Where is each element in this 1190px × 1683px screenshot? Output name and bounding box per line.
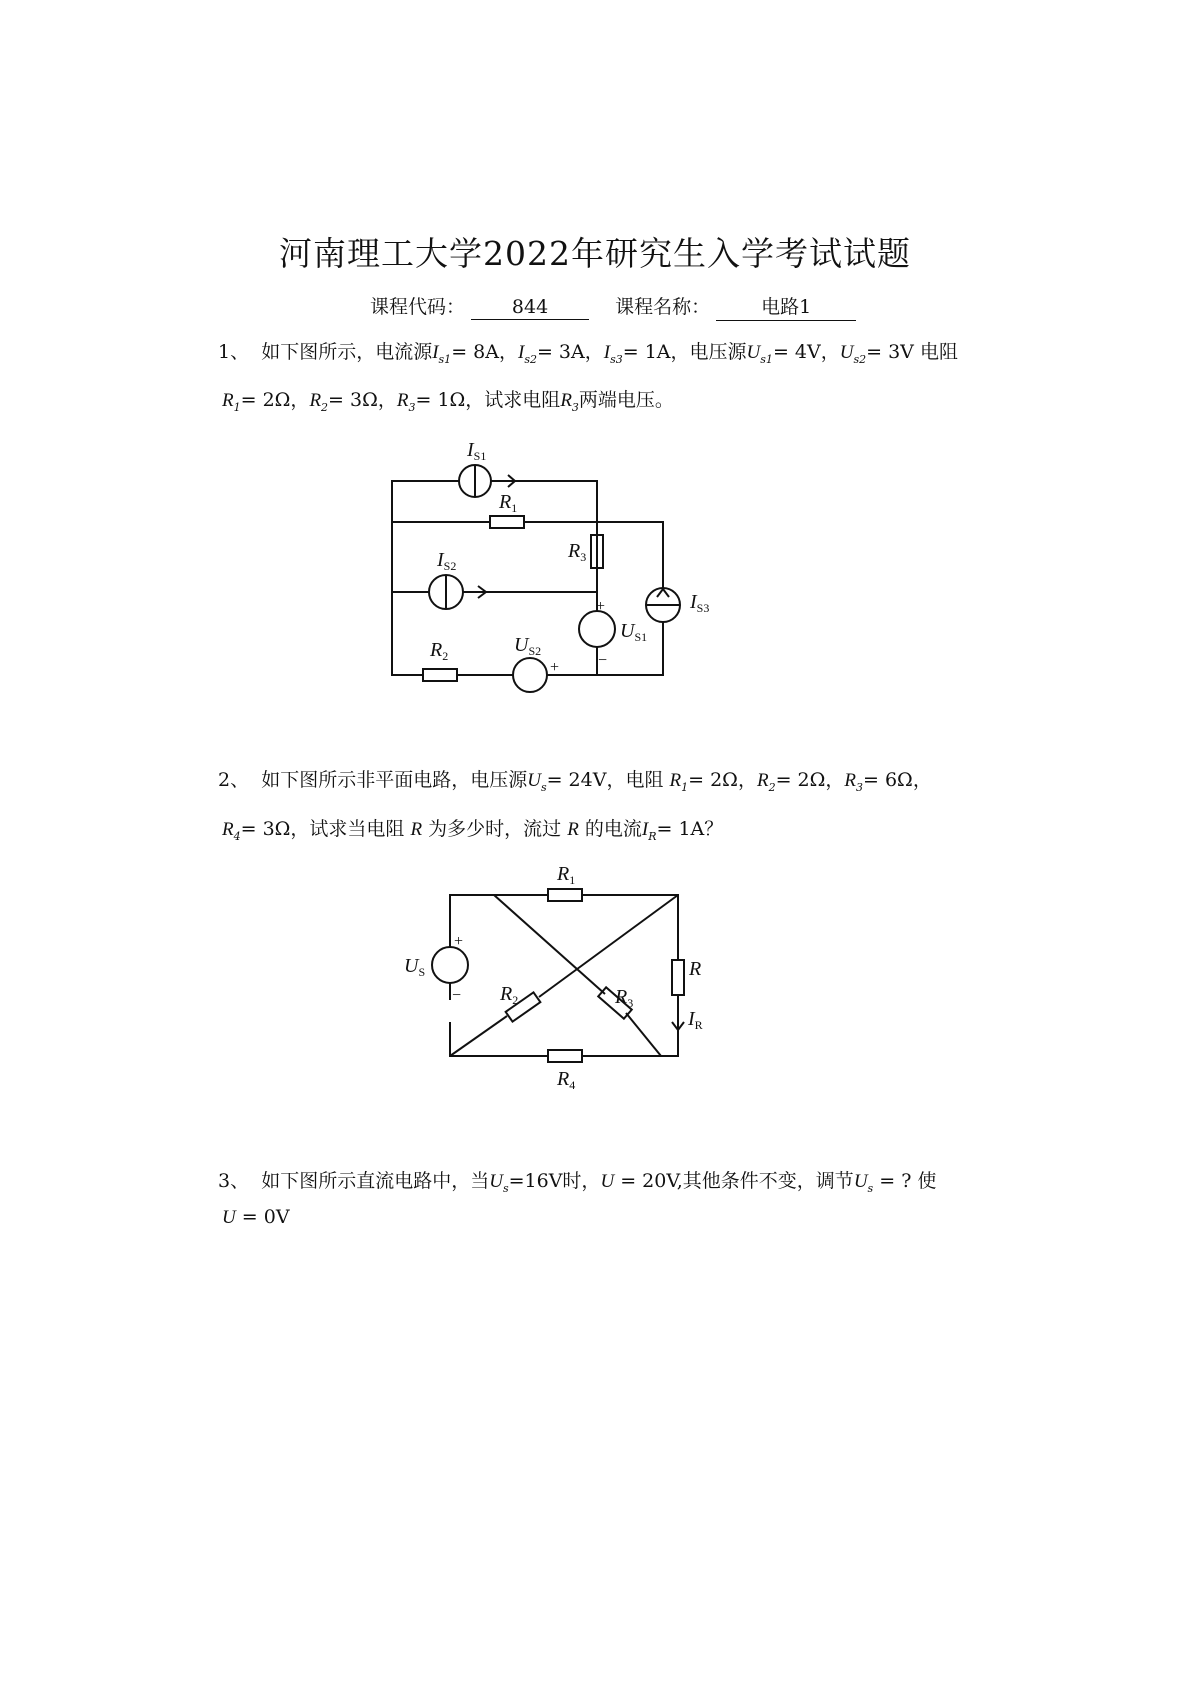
r3-label: $R_3$	[568, 540, 587, 564]
q1-r1: = 2Ω	[240, 389, 291, 411]
is1-label: $I_{S1}$	[467, 439, 487, 463]
us-source-icon	[432, 947, 468, 983]
q3-text-b: 时，	[562, 1170, 601, 1192]
question-1-line-2: $R_1= 2\Omega$，$R_2= 3\Omega$，$R_3= 1\Omega$，试求电阻$R_3$两端电压。	[222, 389, 674, 414]
c2-r3-label: $R_3$	[615, 986, 634, 1010]
is3-label: $I_{S3}$	[690, 591, 710, 615]
question-2-line-2: $R_4= 3\Omega$，试求当电阻 R 为多少时，流过 R 的电流$I_R= 1A$？	[222, 818, 724, 843]
us2-label: $U_{S2}$	[514, 634, 542, 658]
is2-label: $I_{S2}$	[437, 549, 457, 573]
q1-us1: = 4V	[772, 341, 821, 363]
us1-minus: −	[598, 652, 608, 669]
course-code-value: 844	[471, 296, 589, 320]
course-name-value: 电路1	[716, 292, 856, 321]
q2-ir: = 1A	[656, 818, 705, 840]
q2-us: = 24V	[546, 769, 607, 791]
c2-diagonal-r3-upper	[494, 895, 605, 994]
us1-plus: +	[596, 598, 606, 615]
c2-us-minus: −	[452, 987, 462, 1004]
question-3-line-1: 3、 如下图所示直流电路中，当$U_s=16V$时，U = 20V,其他条件不变，调节$U_s$ = ? 使	[218, 1170, 937, 1195]
c2-diagonal-r2-upper	[539, 895, 678, 997]
c2-diagonal-r3-lower	[626, 1013, 661, 1056]
q2-text-d: 为多少时，流过	[428, 818, 562, 840]
q2-text-e: 的电流	[584, 818, 642, 840]
course-name-label: 课程名称：	[615, 296, 711, 318]
r1-label: $R_1$	[499, 491, 518, 515]
r2-label: $R_2$	[430, 639, 449, 663]
q2-r3: = 6Ω	[863, 769, 913, 791]
question-3-number: 3、	[218, 1170, 250, 1192]
q1-us2: = 3V	[866, 341, 914, 363]
exam-title: 河南理工大学2022年研究生入学考试试题	[279, 234, 911, 273]
r1-resistor-icon	[548, 889, 582, 901]
course-code-label: 课程代码：	[370, 296, 466, 318]
q1-text-c: 电阻	[919, 341, 958, 363]
q1-is2: = 3A	[536, 341, 585, 363]
q3-text-d: = ? 使	[879, 1170, 937, 1192]
q1-text-e: 两端电压。	[578, 389, 674, 411]
q1-text-a: 如下图所示，电流源	[261, 341, 433, 363]
c2-us-plus: +	[454, 933, 464, 950]
question-3-line-2: U = 0V	[222, 1206, 290, 1228]
q1-text-b: ，电压源	[670, 341, 747, 363]
q2-text-f: ？	[704, 818, 724, 840]
q1-text-d: ，试求电阻	[465, 389, 561, 411]
question-2-line-1: 2、 如下图所示非平面电路，电压源$U_s= 24V$，电阻 $R_1= 2\Omega$，$R_2= 2\Omega$，$R_3= 6\Omega$，	[218, 769, 932, 794]
q1-r2: = 3Ω	[328, 389, 378, 411]
c2-r4-label: $R_4$	[557, 1068, 576, 1092]
us2-minus: −	[495, 667, 505, 684]
c2-wire-bottom-left	[450, 1022, 548, 1056]
q3-text-a: 如下图所示直流电路中，当	[261, 1170, 490, 1192]
q2-r2: = 2Ω	[775, 769, 826, 791]
q3-text-c: ,其他条件不变，调节	[676, 1170, 854, 1192]
question-2-number: 2、	[218, 769, 250, 791]
q1-r3: = 1Ω	[415, 389, 466, 411]
us2-plus: +	[550, 659, 560, 676]
q3-us: =16V	[508, 1170, 563, 1192]
r-resistor-icon	[672, 960, 684, 995]
c2-us-label: $U_S$	[404, 955, 426, 979]
q2-r1: = 2Ω	[688, 769, 738, 791]
q2-r4: = 3Ω	[240, 818, 291, 840]
us1-label: $U_{S1}$	[620, 620, 648, 644]
q1-is1: = 8A	[451, 341, 499, 363]
q3-u: = 20V	[620, 1170, 677, 1192]
c2-r2-label: $R_2$	[500, 983, 519, 1007]
q2-text-b: ，电阻	[606, 769, 664, 791]
q3-u0: = 0V	[241, 1206, 290, 1228]
q2-text-a: 如下图所示非平面电路，电压源	[261, 769, 528, 791]
c2-wire-top-left	[450, 895, 548, 947]
c2-ir-label: $I_R$	[688, 1008, 703, 1032]
q1-is3: = 1A	[622, 341, 671, 363]
c2-r-label: R	[689, 958, 702, 980]
question-1-number: 1、	[218, 341, 250, 363]
q2-text-c: ，试求当电阻	[290, 818, 405, 840]
c2-r1-label: $R_1$	[557, 863, 576, 887]
question-1-line-1: 1、 如下图所示，电流源$I_{s1}= 8A$，$I_{s2}= 3A$，$I_{s3}= 1A$，电压源$U_{s1}= 4V$，$U_{s2}= 3V$ 电阻	[218, 341, 958, 366]
c2-diagonal-r2-lower	[450, 1016, 507, 1056]
r4-resistor-icon	[548, 1050, 582, 1062]
